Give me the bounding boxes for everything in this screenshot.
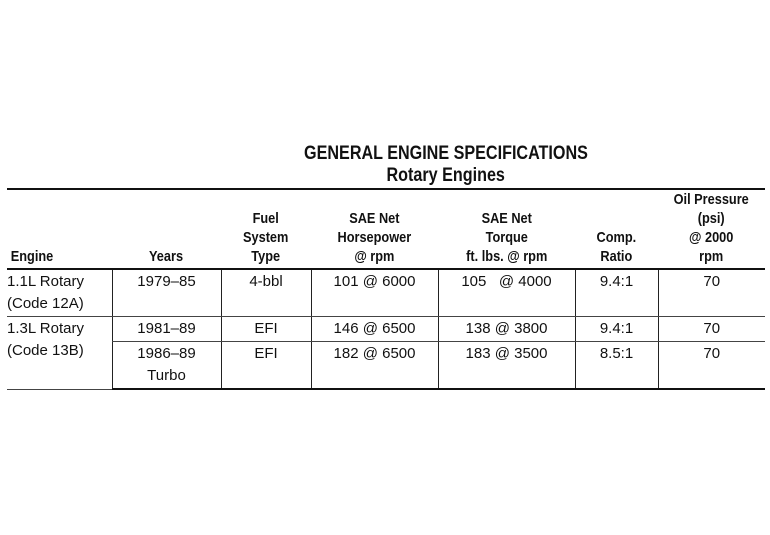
- title-text: GENERAL ENGINE SPECIFICATIONS: [304, 143, 588, 164]
- cell-horsepower: 146 @ 6500: [311, 317, 438, 342]
- document-title: [0, 143, 770, 165]
- cell-horsepower: 182 @ 6500: [311, 342, 438, 390]
- header-row: [7, 189, 765, 269]
- table-row: [7, 269, 765, 317]
- cell-oil-pressure: 70: [658, 342, 765, 390]
- cell-comp-ratio: 8.5:1: [575, 342, 658, 390]
- header-fuel: Fuel System Type: [221, 189, 311, 269]
- cell-comp-ratio: 9.4:1: [575, 317, 658, 342]
- header-years: Years: [112, 189, 221, 269]
- cell-comp-ratio: 9.4:1: [575, 269, 658, 317]
- cell-torque: 183 @ 3500: [438, 342, 575, 390]
- cell-oil-pressure: 70: [658, 317, 765, 342]
- header-oil-pressure: Oil Pressure (psi) @ 2000 rpm: [658, 189, 765, 269]
- cell-fuel: 4-bbl: [221, 269, 311, 317]
- cell-fuel: EFI: [221, 317, 311, 342]
- cell-horsepower: 101 @ 6000: [311, 269, 438, 317]
- cell-torque: 105 @ 4000: [438, 269, 575, 317]
- engine-spec-table: [7, 188, 765, 390]
- cell-torque: 138 @ 3800: [438, 317, 575, 342]
- cell-years: 1986–89 Turbo: [112, 342, 221, 390]
- cell-engine: 1.1L Rotary (Code 12A): [7, 269, 112, 317]
- table-row: [7, 342, 765, 390]
- cell-oil-pressure: 70: [658, 269, 765, 317]
- cell-engine: 1.3L Rotary (Code 13B): [7, 317, 112, 390]
- table-row: [7, 317, 765, 342]
- header-comp-ratio: Comp. Ratio: [575, 189, 658, 269]
- document-subtitle: [0, 165, 770, 187]
- header-engine: Engine: [7, 189, 112, 269]
- cell-years: 1981–89: [112, 317, 221, 342]
- cell-fuel: EFI: [221, 342, 311, 390]
- cell-years: 1979–85: [112, 269, 221, 317]
- header-torque: SAE Net Torque ft. lbs. @ rpm: [438, 189, 575, 269]
- header-horsepower: SAE Net Horsepower @ rpm: [311, 189, 438, 269]
- subtitle-text: Rotary Engines: [386, 165, 506, 186]
